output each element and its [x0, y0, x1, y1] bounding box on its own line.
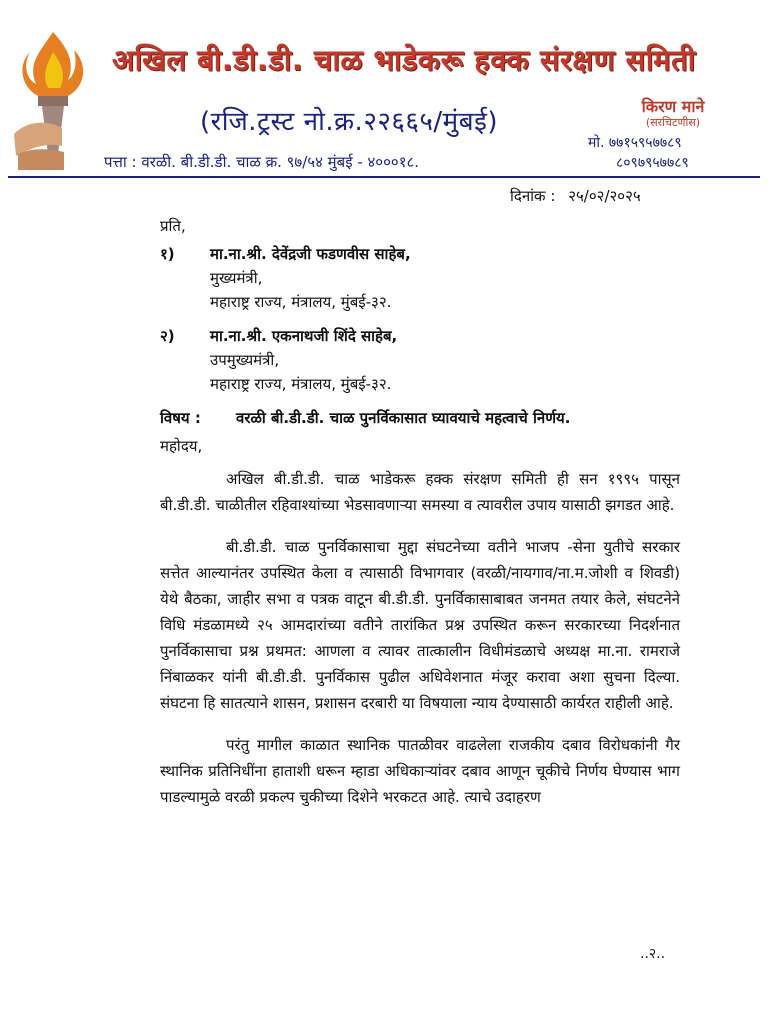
- addressee-1: [160, 242, 680, 314]
- paragraph-3: परंतु मागील काळात स्थानिक पातळीवर वाढलेला राजकीय दबाव विरोधकांनी गैर स्थानिक प्रतिनिधींना हाताशी धरून म्हाडा अधिकाऱ्यांवर दबाव आणून चूकीचे निर्णय घेण्यास भाग पाडल्यामुळे वरळी प्रकल्प चुकीच्या दिशेने भरकटत आहे. त्याचे उदाहरण: [160, 736, 680, 806]
- letter-date: [510, 186, 641, 206]
- org-address: पत्ता : वरळी. बी.डी.डी. चाळ क्र. ९७/५४ मुंबई - ४०००१८.: [104, 153, 420, 171]
- registration-number: (रजि.ट्रस्ट नो.क्र.२२६६५/मुंबई): [200, 107, 498, 137]
- mobile-number-1: मो. ७७१५९५७७८९: [588, 135, 682, 151]
- page-marker: ..२..: [640, 946, 666, 962]
- subject-label: विषय :: [160, 409, 201, 427]
- date-label: दिनांक :: [510, 187, 556, 205]
- subject-text: वरळी बी.डी.डी. चाळ पुनर्विकासात घ्यावयाचे महत्वाचे निर्णय.: [236, 409, 571, 427]
- secretary-role: (सरचिटणीस): [645, 116, 701, 129]
- date-value: २५/०२/२०२५: [568, 187, 641, 205]
- addressee-place: महाराष्ट्र राज्य, मंत्रालय, मुंबई-३२.: [210, 293, 392, 311]
- letter-body: [160, 214, 680, 826]
- torch-logo-icon: [8, 24, 98, 174]
- addressee-name: मा.ना.श्री. एकनाथजी शिंदे साहेब,: [210, 327, 398, 345]
- paragraph-1: अखिल बी.डी.डी. चाळ भाडेकरू हक्क संरक्षण समिती ही सन १९९५ पासून बी.डी.डी. चाळीतील रहिवाश्यांच्या भेडसावणाऱ्या समस्या व त्यावरील उपाय यासाठी झगडत आहे.: [160, 470, 680, 514]
- paragraph-2: बी.डी.डी. चाळ पुनर्विकासाचा मुद्दा संघटनेच्या वतीने भाजप -सेना युतीचे सरकार सत्तेत आल्यानंतर उपस्थित केला व त्यासाठी विभागवार (वरळी/नायगाव/ना.म.जोशी व शिवडी) येथे बैठका, जाहीर सभा व पत्रक वाटून बी.डी.डी. पुनर्विकासाबाबत जनमत तयार केले, संघटनेने विधि मंडळामध्ये २५ आमदारांच्या वतीने तारांकित प्रश्न उपस्थित करून सरकारच्या निदर्शनात पुनर्विकासाचा प्रश्न प्रथमत: आणला व त्यावर तात्कालीन विधीमंडळाचे अध्यक्ष मा.ना. रामराजे निंबाळकर यांनी बी.डी.डी. पुनर्विकास पुढील अधिवेशनात मंजूर करावा अशा सुचना दिल्या. संघटना हि सातत्याने शासन, प्रशासन दरबारी या विषयाला न्याय देण्यासाठी कार्यरत राहीली आहे.: [160, 538, 680, 712]
- addressee-number: १): [160, 245, 175, 263]
- letterhead: [0, 0, 768, 182]
- to-label: प्रति,: [160, 217, 186, 235]
- org-name: अखिल बी.डी.डी. चाळ भाडेकरू हक्क संरक्षण समिती: [112, 43, 696, 77]
- mobile-number-2: ८०९७९५७७८९: [616, 155, 689, 171]
- addressee-place: महाराष्ट्र राज्य, मंत्रालय, मुंबई-३२.: [210, 375, 392, 393]
- addressee-number: २): [160, 327, 175, 345]
- salutation: महोदय,: [160, 437, 203, 455]
- secretary-name: किरण माने: [641, 97, 705, 116]
- addressee-designation: मुख्यमंत्री,: [210, 269, 263, 287]
- addressee-designation: उपमुख्यमंत्री,: [210, 351, 280, 369]
- subject-line: [160, 406, 680, 430]
- letterhead-divider: [8, 176, 760, 178]
- addressee-2: [160, 324, 680, 396]
- addressee-name: मा.ना.श्री. देवेंद्रजी फडणवीस साहेब,: [210, 245, 411, 263]
